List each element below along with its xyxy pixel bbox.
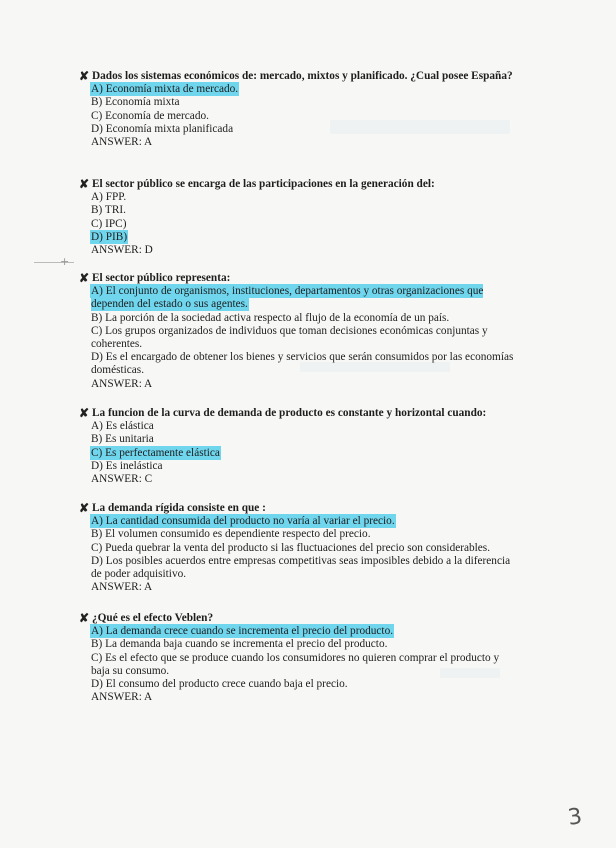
question-1 <box>80 70 520 149</box>
option-d: D) Economía mixta planificada <box>91 122 234 135</box>
option-b: B) La porción de la sociedad activa respecto al flujo de la economía de un país. <box>91 311 450 324</box>
question-title: ✘ El sector público se encarga de las participaciones en la generación del: <box>79 177 435 191</box>
option-a: A) Es elástica <box>91 420 154 433</box>
option-a: A) La cantidad consumida del producto no varía al variar el precio. <box>91 515 395 528</box>
answer-line: ANSWER: A <box>91 136 153 149</box>
option-d: D) PIB) <box>91 230 128 243</box>
answer-line: ANSWER: C <box>91 473 153 486</box>
answer-line: ANSWER: D <box>91 244 153 257</box>
option-d: D) Es el encargado de obtener los bienes y servicios que serán consumidos por las economías domésticas. <box>91 351 514 377</box>
option-a: A) El conjunto de organismos, instituciones, departamentos y otras organizaciones que dependen del estado o sus agentes. <box>91 285 484 311</box>
option-a: A) FPP. <box>91 191 127 204</box>
question-title: ✘ Dados los sistemas económicos de: mercado, mixtos y planificado. ¿Cual posee España? <box>79 69 513 83</box>
answer-line: ANSWER: A <box>91 377 153 390</box>
answer-line: ANSWER: A <box>91 581 153 594</box>
question-3 <box>80 272 520 391</box>
option-a: A) La demanda crece cuando se incrementa el precio del producto. <box>91 625 394 638</box>
question-2 <box>80 178 520 257</box>
question-title: ✘ La funcion de la curva de demanda de producto es constante y horizontal cuando: <box>79 406 487 420</box>
question-title: ✘ El sector público representa: <box>79 271 231 285</box>
option-c: C) Los grupos organizados de individuos que toman decisiones económicas conjuntas y coherentes. <box>91 324 488 351</box>
question-6 <box>80 612 520 704</box>
cross-mark-icon: ✘ <box>79 611 90 625</box>
option-c: C) Es el efecto que se produce cuando los consumidores no quieren comprar el producto y baja su consumo. <box>91 651 500 677</box>
cross-mark-icon: ✘ <box>79 271 90 285</box>
page-number: 3 <box>566 804 584 831</box>
question-title: ✘ ¿Qué es el efecto Veblen? <box>79 611 214 625</box>
cross-mark-icon: ✘ <box>79 69 90 83</box>
cross-mark-icon: ✘ <box>79 406 90 420</box>
pencil-mark: + <box>60 255 70 268</box>
option-c: C) IPC) <box>91 217 127 230</box>
option-c: C) Economía de mercado. <box>91 109 209 122</box>
answer-line: ANSWER: A <box>91 691 153 704</box>
option-b: B) El volumen consumido es dependiente respecto del precio. <box>91 528 371 541</box>
option-c: C) Es perfectamente elástica <box>91 446 220 459</box>
question-4 <box>80 407 520 486</box>
option-d: D) Es inelástica <box>91 459 163 472</box>
cross-mark-icon: ✘ <box>79 177 90 191</box>
option-d: D) El consumo del producto crece cuando baja el precio. <box>91 678 348 691</box>
option-b: B) Es unitaria <box>91 433 154 446</box>
question-5 <box>80 502 520 594</box>
question-title: ✘ La demanda rígida consiste en que : <box>79 501 266 515</box>
option-d: D) Los posibles acuerdos entre empresas competitivas seas imposibles debido a la diferencia de poder adquisitivo. <box>91 554 511 581</box>
option-c: C) Pueda quebrar la venta del producto si las fluctuaciones del precio son considerables. <box>91 541 491 554</box>
cross-mark-icon: ✘ <box>79 501 90 515</box>
option-b: B) La demanda baja cuando se incrementa el precio del producto. <box>91 638 388 651</box>
option-b: B) Economía mixta <box>91 96 180 109</box>
option-a: A) Economía mixta de mercado. <box>91 83 239 96</box>
option-b: B) TRI. <box>91 204 126 217</box>
